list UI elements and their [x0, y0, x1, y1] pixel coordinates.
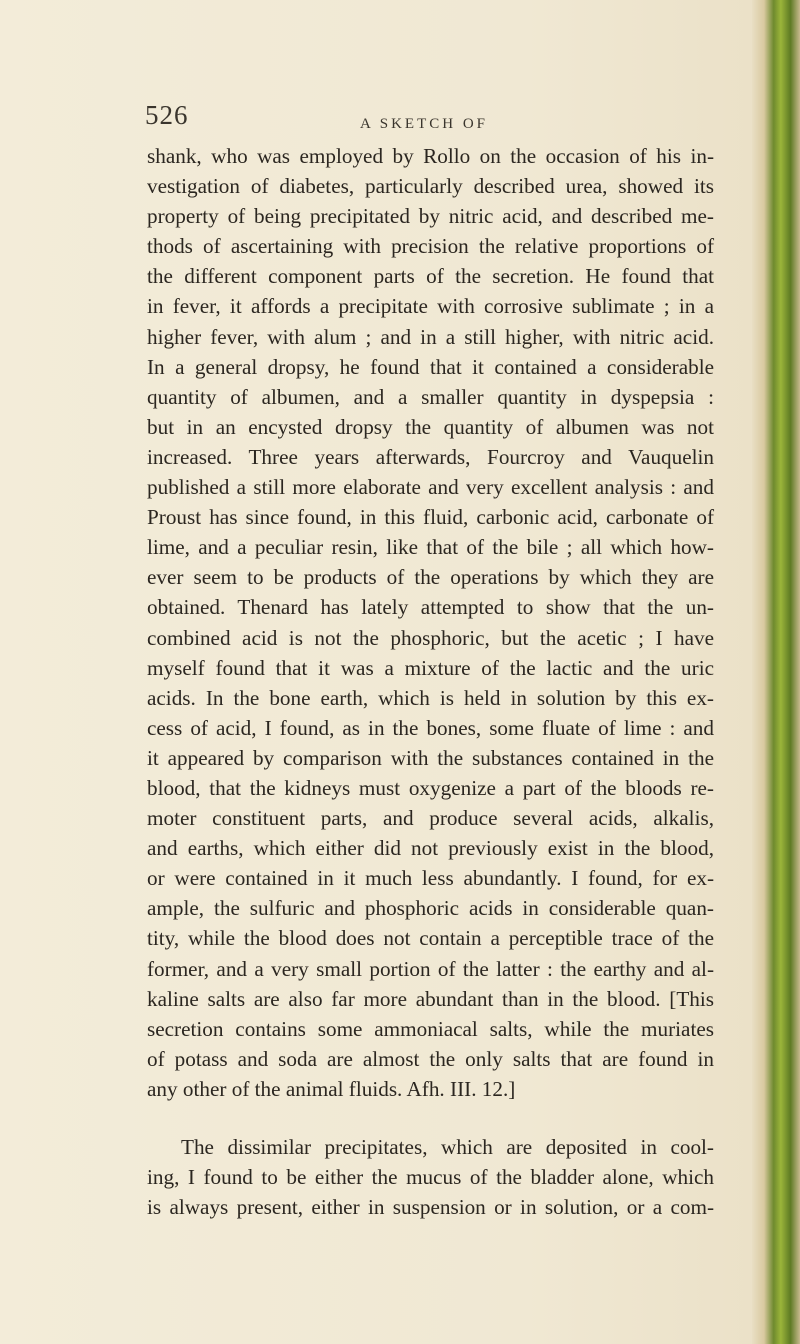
text-line: it appeared by comparison with the substances contained in the: [147, 745, 714, 770]
text-line: or were contained in it much less abundantly. I found, for ex-: [147, 866, 714, 891]
text-line: but in an encysted dropsy the quantity of albumen was not: [147, 414, 714, 439]
text-line: The dissimilar precipitates, which are deposited in cool-: [181, 1135, 714, 1159]
text-line: shank, who was employed by Rollo on the occasion of his in-: [147, 144, 714, 168]
book-binding-edge: [752, 0, 800, 1344]
text-line: myself found that it was a mixture of the lactic and the uric: [147, 655, 714, 680]
page-number: 526: [145, 100, 189, 130]
text-line: In a general dropsy, he found that it contained a considerable: [147, 354, 714, 379]
text-line: obtained. Thenard has lately attempted to show that the un-: [147, 595, 714, 620]
body-text: [147, 141, 714, 1222]
text-line: cess of acid, I found, as in the bones, some fluate of lime : and: [147, 715, 714, 740]
text-line: ever seem to be products of the operations by which they are: [147, 565, 714, 590]
text-line: increased. Three years afterwards, Fourcroy and Vauquelin: [147, 444, 714, 469]
text-line: blood, that the kidneys must oxygenize a part of the bloods re-: [147, 775, 714, 800]
text-line: property of being precipitated by nitric acid, and described me-: [147, 204, 714, 229]
text-line: acids. In the bone earth, which is held in solution by this ex-: [147, 685, 714, 710]
text-line: Proust has since found, in this fluid, carbonic acid, carbonate of: [147, 505, 714, 530]
text-line: quantity of albumen, and a smaller quantity in dyspepsia :: [147, 384, 714, 409]
text-line: the different component parts of the secretion. He found that: [147, 264, 714, 289]
text-line: in fever, it affords a precipitate with corrosive sublimate ; in a: [147, 294, 714, 319]
paragraph-gap: [147, 1104, 714, 1132]
text-line: and earths, which either did not previously exist in the blood,: [147, 836, 714, 861]
text-line: secretion contains some ammoniacal salts, while the muriates: [147, 1016, 714, 1041]
paragraph-1: [147, 141, 714, 1104]
text-line: vestigation of diabetes, particularly described urea, showed its: [147, 174, 714, 199]
text-line: combined acid is not the phosphoric, but the acetic ; I have: [147, 625, 714, 650]
text-line: moter constituent parts, and produce several acids, alkalis,: [147, 806, 714, 831]
text-line: tity, while the blood does not contain a perceptible trace of the: [147, 926, 714, 951]
text-line: kaline salts are also far more abundant than in the blood. [This: [147, 986, 714, 1011]
text-line: higher fever, with alum ; and in a still higher, with nitric acid.: [147, 324, 714, 349]
text-line: is always present, either in suspension or in solution, or a com-: [147, 1195, 714, 1220]
text-line: former, and a very small portion of the latter : the earthy and al-: [147, 956, 714, 981]
text-line: any other of the animal fluids. Afh. III. 12.]: [147, 1076, 516, 1101]
text-line: of potass and soda are almost the only salts that are found in: [147, 1046, 714, 1071]
text-line: ample, the sulfuric and phosphoric acids in considerable quan-: [147, 896, 714, 921]
running-head: A SKETCH OF: [360, 116, 489, 132]
text-line: thods of ascertaining with precision the relative proportions of: [147, 234, 714, 259]
text-line: lime, and a peculiar resin, like that of the bile ; all which how-: [147, 535, 714, 560]
text-line: ing, I found to be either the mucus of the bladder alone, which: [147, 1165, 714, 1190]
paragraph-2: [147, 1132, 714, 1222]
text-line: published a still more elaborate and very excellent analysis : and: [147, 475, 714, 500]
